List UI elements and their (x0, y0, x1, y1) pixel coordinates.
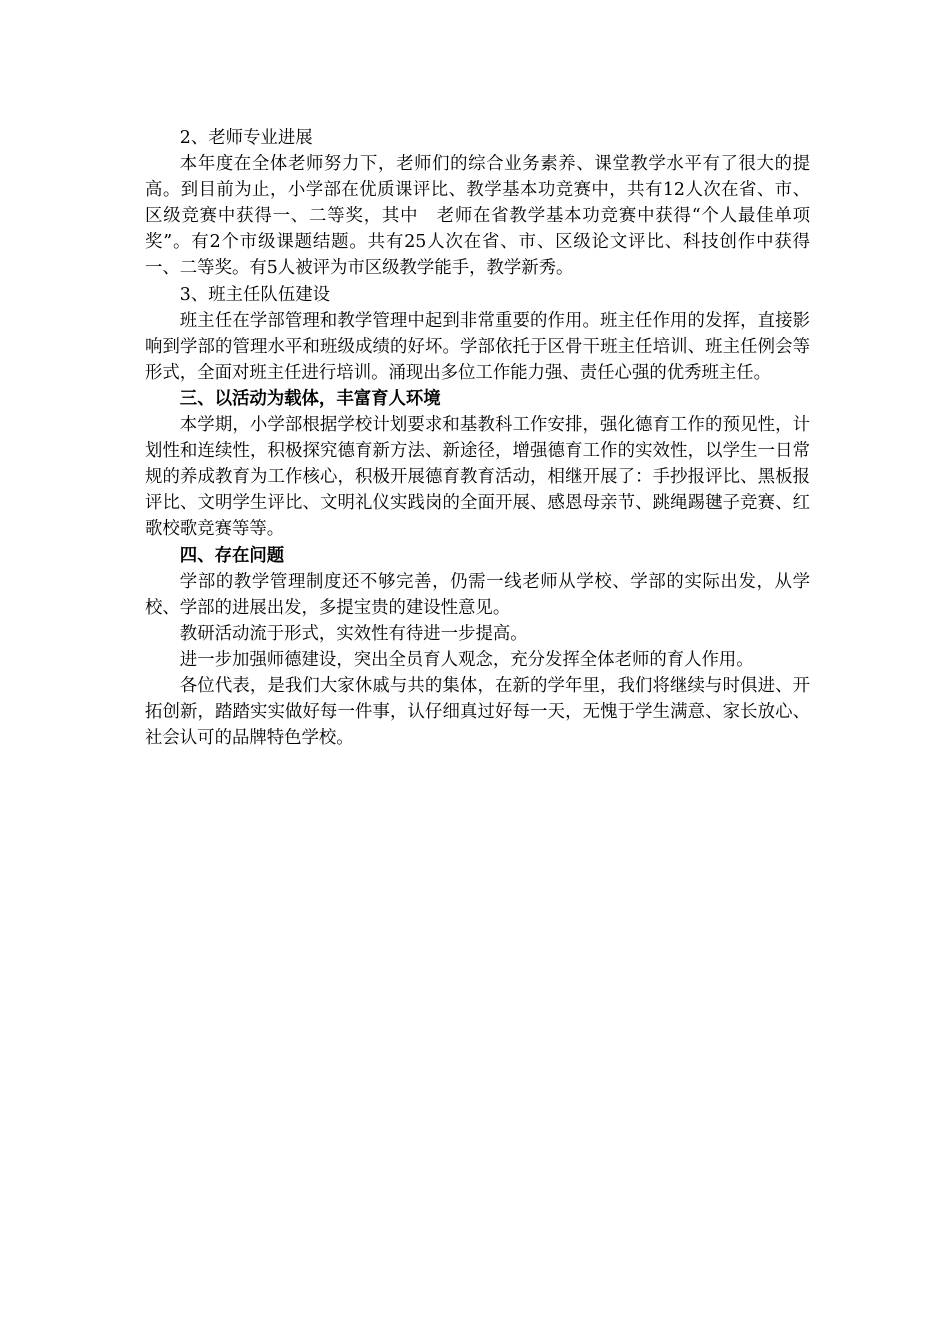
subheading-head-teacher-team: 3、班主任队伍建设 (179, 284, 330, 305)
paragraph-problem-research: 教研活动流于形式，实效性有待进一步提高。 (179, 623, 528, 644)
paragraph-activities: 本学期，小学部根据学校计划要求和基教科工作安排，强化德育工作的预见性，计划性和连续性，积极探究德育新方法、新途径，增强德育工作的实效性，以学生一日常规的养成教育为工作核心，积极开展德育教育活动，相继开展了：手抄报评比、黑板报评比、文明学生评比、文明礼仪实践岗的全面开展、感恩母亲节、跳绳踢毽子竞赛、红歌校歌竞赛等等。 (145, 415, 810, 540)
paragraph-problem-management: 学部的教学管理制度还不够完善，仍需一线老师从学校、学部的实际出发，从学校、学部的进展出发，多提宝贵的建设性意见。 (145, 571, 810, 618)
subheading-teacher-development: 2、老师专业进展 (179, 128, 313, 148)
paragraph-teacher-development: 本年度在全体老师努力下，老师们的综合业务素养、课堂教学水平有了很大的提高。到目前为止，小学部在优质课评比、教学基本功竞赛中，共有12人次在省、市、区级竞赛中获得一、二等奖，其中 老师在省教学基本功竞赛中获得“个人最佳单项奖”。有2个市级课题结题。共有25人次在省、市、区级论文评比、科技创作中获得一、二等奖。有5人被评为市区级教学能手，教学新秀。 (145, 154, 810, 279)
section-heading-problems: 四、存在问题 (179, 545, 285, 566)
paragraph-closing: 各位代表，是我们大家休戚与共的集体，在新的学年里，我们将继续与时俱进、开拓创新，踏踏实实做好每一件事，认仔细真过好每一天，无愧于学生满意、家长放心、社会认可的品牌特色学校。 (145, 675, 810, 749)
document-body (145, 125, 810, 751)
paragraph-head-teacher-team: 班主任在学部管理和教学管理中起到非常重要的作用。班主任作用的发挥，直接影响到学部的管理水平和班级成绩的好坏。学部依托于区骨干班主任培训、班主任例会等形式，全面对班主任进行培训。涌现出多位工作能力强、责任心强的优秀班主任。 (145, 310, 810, 383)
section-heading-activities: 三、以活动为载体，丰富育人环境 (179, 388, 441, 409)
paragraph-problem-ethics: 进一步加强师德建设，突出全员育人观念，充分发挥全体老师的育人作用。 (179, 649, 754, 670)
